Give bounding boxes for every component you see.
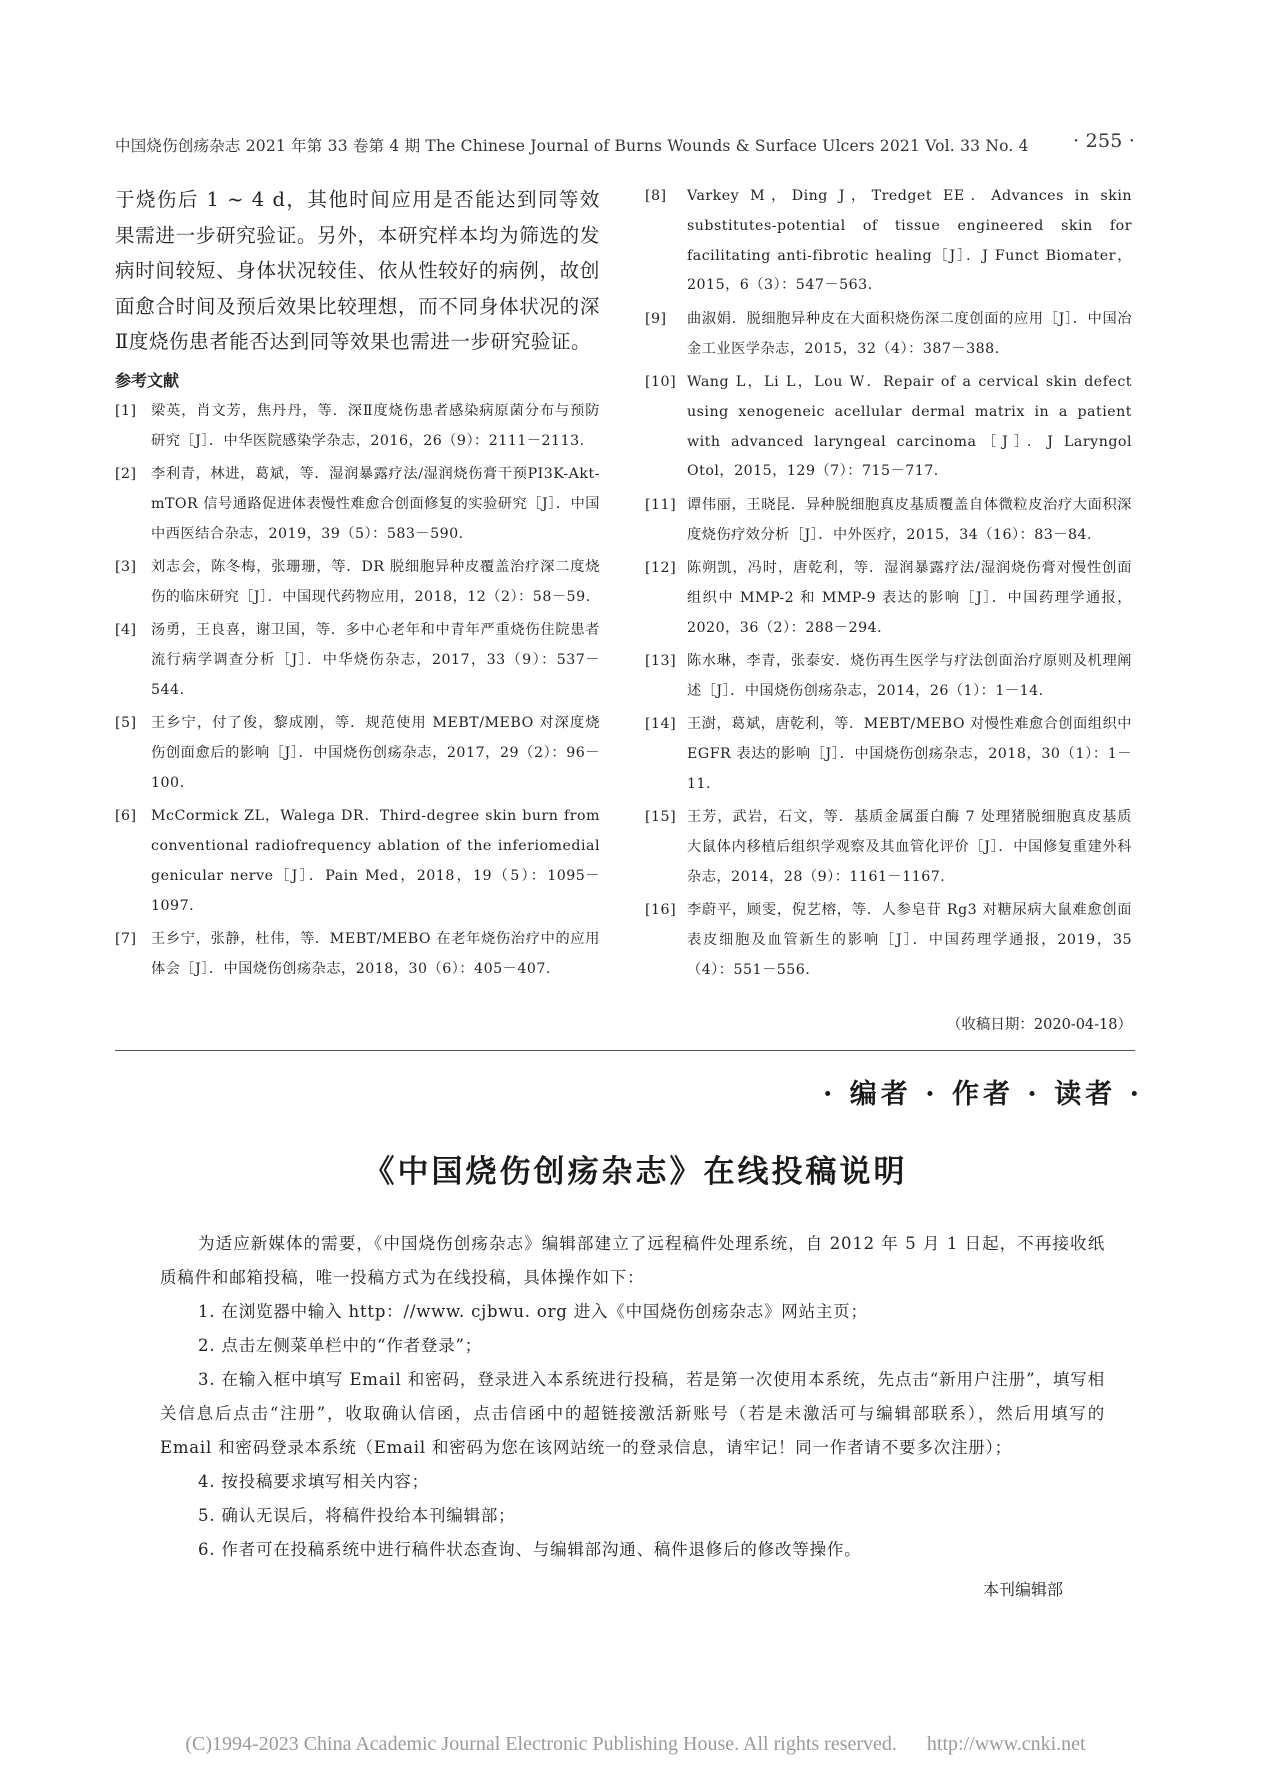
right-column [645, 182, 1132, 1034]
notice-step: 4. 按投稿要求填写相关内容； [198, 1472, 429, 1491]
received-date: （收稿日期：2020-04-18） [946, 1017, 1132, 1034]
reference-item [115, 709, 600, 798]
reference-text: 王乡宁，付了俊，黎成刚，等．规范使用 MEBT/MEBO 对深度烧伤创面愈后的影响［J］．中国烧伤创疡杂志，2017，29（2）：96－100. [151, 715, 600, 791]
reference-text: 王乡宁，张静，杜伟，等．MEBT/MEBO 在老年烧伤治疗中的应用体会［J］．中国烧伤创疡杂志，2018，30（6）：405－407. [151, 931, 600, 977]
reference-item [645, 896, 1132, 985]
reference-item [645, 182, 1132, 301]
reference-text: Wang L，Li L，Lou W．Repair of a cervical skin defect using xenogeneic acellular dermal matrix in a patient with advanced laryngeal carcinoma［J］．J Laryngol Otol，2015，129（7）：715－717. [687, 373, 1132, 480]
notice-step: 3. 在输入框中填写 Email 和密码，登录进入本系统进行投稿，若是第一次使用本系统，先点击“新用户注册”，填写相关信息后点击“注册”，收取确认信函，点击信函中的超链接激活新账号（若是未激活可与编辑部联系），然后用填写的 Email 和密码登录本系统（Email 和密码为您在该网站统一的登录信息，请牢记！同一作者请不要多次注册）； [160, 1370, 1105, 1457]
reference-number: [9] [645, 310, 667, 327]
reference-text: Varkey M，Ding J，Tredget EE．Advances in skin substitutes-potential of tissue engineered skin for facilitating anti-fibrotic healing［J］．J Funct Biomater，2015，6（3）：547－563. [687, 188, 1132, 294]
notice-step: 5. 确认无误后，将稿件投给本刊编辑部； [198, 1506, 516, 1525]
journal-header: 中国烧伤创疡杂志 2021 年第 33 卷第 4 期 The Chinese Journal of Burns Wounds & Surface Ulcers 2021 Vol. 33 No. 4 [115, 137, 1029, 155]
cnki-url: http://www.cnki.net [926, 1733, 1086, 1755]
reference-text: 李利青，林进，葛斌，等．湿润暴露疗法/湿润烧伤膏干预PI3K-Akt-mTOR 信号通路促进体表慢性难愈合创面修复的实验研究［J］．中国中西医结合杂志，2019，39（5）：583－590. [151, 466, 600, 542]
reference-item [115, 397, 600, 457]
reference-text: 刘志会，陈冬梅，张珊珊，等．DR 脱细胞异种皮覆盖治疗深二度烧伤的临床研究［J］．中国现代药物应用，2018，12（2）：58－59. [151, 559, 600, 605]
reference-item [115, 802, 600, 921]
reference-number: [8] [645, 188, 667, 204]
reference-number: [13] [645, 652, 677, 669]
reference-list-right [645, 182, 1132, 985]
reference-text: 汤勇，王良喜，谢卫国，等．多中心老年和中青年严重烧伤住院患者流行病学调查分析［J］．中华烧伤杂志，2017，33（9）：537－544. [151, 622, 600, 698]
reference-text: 谭伟丽，王晓昆．异种脱细胞真皮基质覆盖自体微粒皮治疗大面积深度烧伤疗效分析［J］．中外医疗，2015，34（16）：83－84. [687, 496, 1132, 543]
reference-number: [10] [645, 373, 677, 390]
reference-text: 梁英，肖文芳，焦丹丹，等．深Ⅱ度烧伤患者感染病原菌分布与预防研究［J］．中华医院感染学杂志，2016，26（9）：2111－2113. [151, 402, 600, 449]
reference-text: McCormick ZL，Walega DR．Third-degree skin burn from conventional radiofrequency ablation of the inferiomedial genicular nerve［J］．Pain Med，2018，19（5）：1095－1097. [151, 808, 600, 914]
section-divider [115, 1050, 1135, 1051]
reference-item [645, 803, 1132, 892]
notice-step: 1. 在浏览器中输入 http：//www. cjbwu. org 进入《中国烧伤创疡杂志》网站主页； [198, 1302, 868, 1321]
reference-text: 陈水琳，李青，张泰安．烧伤再生医学与疗法创面治疗原则及机理阐述［J］．中国烧伤创疡杂志，2014，26（1）：1－14. [687, 652, 1132, 699]
reference-text: 李蔚平，顾雯，倪艺榕，等．人参皂苷 Rg3 对糖尿病大鼠难愈创面表皮细胞及血管新生的影响［J］．中国药理学通报，2019，35（4）：551－556. [687, 902, 1132, 978]
notice-intro: 为适应新媒体的需要，《中国烧伤创疡杂志》编辑部建立了远程稿件处理系统，自 2012 年 5 月 1 日起，不再接收纸质稿件和邮箱投稿，唯一投稿方式为在线投稿，具体操作如下： [160, 1234, 1105, 1287]
reference-text: 王芳，武岩，石文，等．基质金属蛋白酶 7 处理猪脱细胞真皮基质大鼠体内移植后组织学观察及其血管化评价［J］．中国修复重建外科杂志，2014，28（9）：1161－1167. [687, 809, 1132, 885]
references-heading: 参考文献 [115, 370, 180, 390]
reference-number: [4] [115, 622, 137, 639]
notice-step: 2. 点击左侧菜单栏中的“作者登录”； [198, 1336, 483, 1355]
reference-number: [14] [645, 716, 677, 733]
reference-item [645, 554, 1132, 643]
notice-body [160, 1227, 1105, 1567]
reference-item [645, 305, 1132, 365]
reference-number: [11] [645, 496, 677, 513]
reference-number: [16] [645, 902, 677, 919]
reference-text: 陈朔凯，冯时，唐乾利，等．湿润暴露疗法/湿润烧伤膏对慢性创面组织中 MMP-2 和 MMP-9 表达的影响［J］．中国药理学通报，2020，36（2）：288－294. [687, 559, 1132, 636]
copyright-footer [0, 1733, 1271, 1756]
notice-step: 6. 作者可在投稿系统中进行稿件状态查询、与编辑部沟通、稿件退修后的修改等操作。 [198, 1540, 862, 1559]
left-column [115, 182, 600, 988]
reference-text: 王澍，葛斌，唐乾利，等．MEBT/MEBO 对慢性难愈合创面组织中 EGFR 表达的影响［J］．中国烧伤创疡杂志，2018，30（1）：1－11. [687, 716, 1132, 792]
reference-item [645, 368, 1132, 487]
running-header [115, 130, 1135, 156]
reference-text: 曲淑娟．脱细胞异种皮在大面积烧伤深二度创面的应用［J］．中国冶金工业医学杂志，2015，32（4）：387－388. [687, 310, 1132, 357]
page-number: · 255 · [1073, 130, 1135, 152]
reference-number: [15] [645, 809, 677, 826]
notice-title: 《中国烧伤创疡杂志》在线投稿说明 [363, 1154, 908, 1190]
reference-item [645, 710, 1132, 799]
copyright-text: (C)1994-2023 China Academic Journal Electronic Publishing House. All rights reserved. [185, 1733, 897, 1755]
section-label: · 编者 · 作者 · 读者 · [823, 1079, 1143, 1110]
reference-number: [2] [115, 466, 137, 483]
editorial-signature: 本刊编辑部 [982, 1580, 1063, 1599]
reference-list-left [115, 397, 600, 985]
reference-item [645, 491, 1132, 551]
reference-number: [3] [115, 559, 137, 576]
reference-item [115, 553, 600, 613]
reference-item [115, 925, 600, 985]
reference-item [645, 647, 1132, 707]
reference-item [115, 460, 600, 549]
body-paragraph: 于烧伤后 1 ~ 4 d，其他时间应用是否能达到同等效果需进一步研究验证。另外，本研究样本均为筛选的发病时间较短、身体状况较佳、依从性较好的病例，故创面愈合时间及预后效果比较理想，而不同身体状况的深Ⅱ度烧伤患者能否达到同等效果也需进一步研究验证。 [115, 188, 600, 354]
reference-number: [6] [115, 808, 137, 825]
reference-number: [1] [115, 402, 137, 419]
reference-number: [5] [115, 715, 137, 732]
reference-number: [12] [645, 559, 677, 576]
reference-item [115, 616, 600, 705]
reference-number: [7] [115, 931, 137, 948]
